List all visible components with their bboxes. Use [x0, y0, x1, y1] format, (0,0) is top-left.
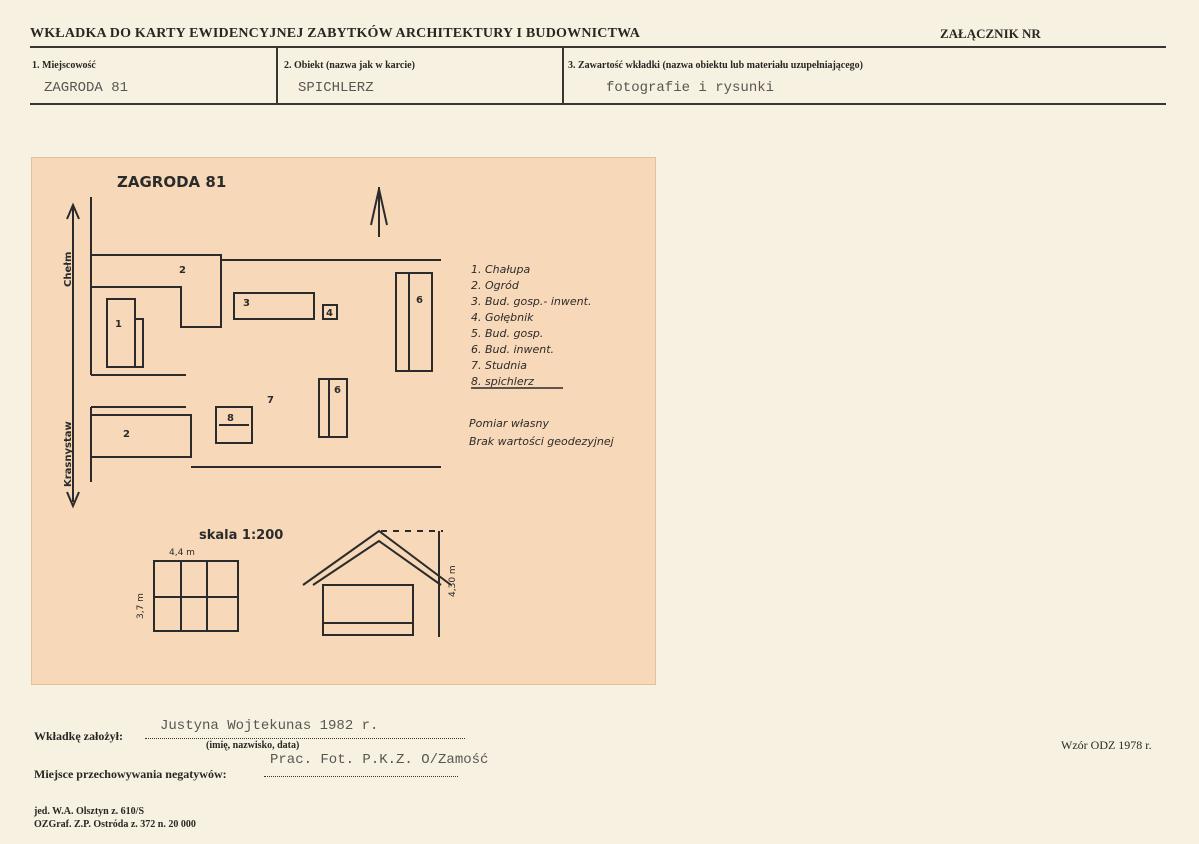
drawing-heading: ZAGRODA 81	[117, 173, 227, 191]
legend-item: 7. Studnia	[471, 359, 528, 372]
plot-label: 2	[179, 265, 186, 276]
plot-numbers	[115, 265, 423, 440]
building-1	[107, 299, 135, 367]
plot-garden-lower	[91, 415, 191, 457]
building-6-middle	[319, 379, 347, 437]
plot-label: 6	[334, 385, 341, 396]
storage-label: Miejsce przechowywania negatywów:	[34, 767, 227, 781]
field-divider-1	[276, 46, 278, 104]
founder-hint: (imię, nazwisko, data)	[206, 740, 300, 751]
street-label-top: Chełm	[63, 251, 74, 287]
note-no-geodetic-value: Brak wartości geodezyjnej	[469, 435, 614, 448]
building-6-right	[396, 273, 432, 371]
annex-label: ZAŁĄCZNIK NR	[940, 26, 1041, 41]
legend-item: 2. Ogród	[471, 279, 519, 292]
street-label-bottom: Krasnystaw	[63, 421, 74, 487]
field-divider-2	[562, 46, 564, 104]
field-locality-value: ZAGRODA 81	[44, 80, 129, 96]
plot-label: 7	[267, 395, 274, 406]
dimension-depth: 3,7 m	[136, 593, 146, 619]
storage-value: Prac. Fot. P.K.Z. O/Zamość	[270, 752, 489, 768]
form-title: WKŁADKA DO KARTY EWIDENCYJNEJ ZABYTKÓW ARCHITEKTURY I BUDOWNICTWA	[30, 26, 641, 41]
field-locality-label: 1. Miejscowość	[32, 60, 96, 71]
plot-garden-upper	[91, 255, 221, 327]
building-1-annex	[135, 319, 143, 367]
field-object-label: 2. Obiekt (nazwa jak w karcie)	[284, 60, 415, 71]
founder-dotted-line	[145, 738, 465, 739]
founder-label: Wkładkę założył:	[34, 729, 123, 743]
field-object-value: SPICHLERZ	[298, 80, 374, 96]
legend-item: 6. Bud. inwent.	[471, 343, 555, 356]
founder-value: Justyna Wojtekunas 1982 r.	[160, 718, 379, 734]
header-rule-bottom	[30, 103, 1166, 105]
form-reference: Wzór ODZ 1978 r.	[1061, 738, 1152, 752]
printer-info-2: OZGraf. Z.P. Ostróda z. 372 n. 20 000	[34, 819, 196, 830]
legend-item: 1. Chałupa	[471, 263, 531, 276]
field-contents-value: fotografie i rysunki	[606, 80, 775, 96]
plot-label: 3	[243, 298, 250, 309]
site-plan-drawing	[31, 157, 656, 685]
plan-legend	[471, 263, 591, 388]
drawing-photo	[31, 157, 656, 685]
legend-item: 8. spichlerz	[471, 375, 534, 388]
scale-label: skala 1:200	[199, 528, 284, 543]
legend-item: 4. Gołębnik	[471, 311, 534, 324]
granary-elevation-body	[323, 585, 413, 635]
printer-info-1: jed. W.A. Olsztyn z. 610/S	[34, 806, 145, 817]
note-own-measurement: Pomiar własny	[469, 417, 550, 430]
dimension-height: 4,30 m	[448, 565, 458, 597]
plot-label: 4	[326, 308, 333, 319]
legend-item: 5. Bud. gosp.	[471, 327, 544, 340]
storage-dotted-line	[264, 776, 458, 777]
field-contents-label: 3. Zawartość wkładki (nazwa obiektu lub materiału uzupełniającego)	[568, 60, 864, 71]
plot-label: 6	[416, 295, 423, 306]
plot-label: 1	[115, 319, 122, 330]
plot-label: 8	[227, 413, 234, 424]
legend-item: 3. Bud. gosp.- inwent.	[471, 295, 592, 308]
header-rule-top	[30, 46, 1166, 48]
dimension-width: 4,4 m	[169, 548, 195, 558]
plot-label: 2	[123, 429, 130, 440]
